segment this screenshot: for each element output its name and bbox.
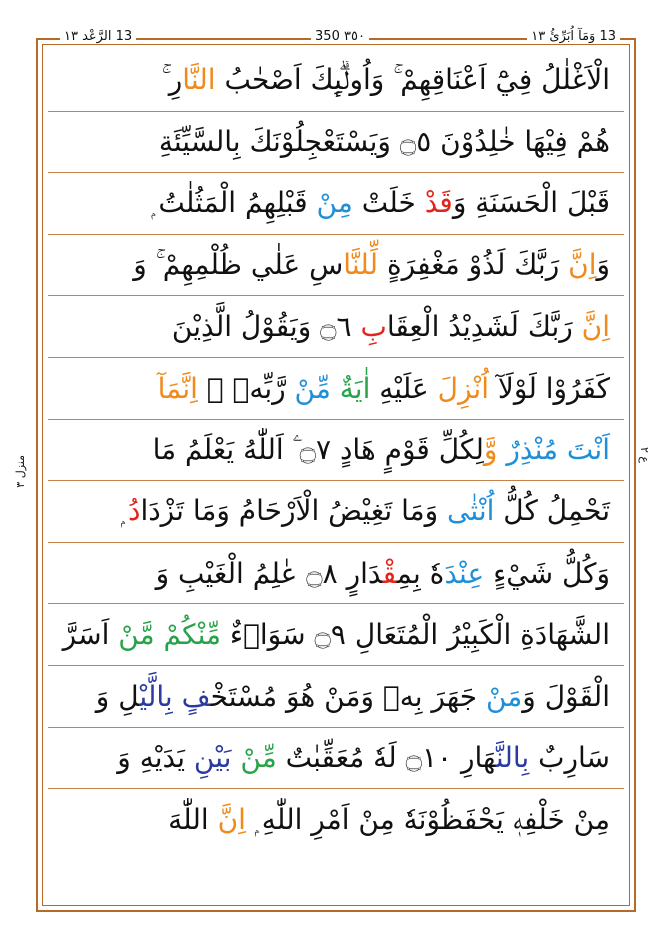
verse-segment: فٍ [181, 679, 211, 713]
verse-segment: هُمْ فِيْهَا خٰلِدُوْنَ ۝٥ وَيَسْتَعْجِلُوْنَكَ بِالسَّيِّئَةِ [158, 125, 610, 159]
header-page-number: ٣٥٠ 350 [311, 29, 369, 44]
verse-segment: الشَّهَادَةِ الْكَبِيْرُ الْمُتَعَالِ ۝٩ سَوَاۗءٌ [221, 618, 610, 652]
verse-line-text [117, 741, 610, 774]
verse-segment: عَلَيْهِ [370, 371, 438, 405]
manzil-marker: منزل ٣ [14, 455, 27, 488]
verse-line-text [133, 248, 610, 282]
verse-segment: دُ [127, 494, 141, 528]
verse-line [48, 481, 624, 543]
verse-segment: اِنَّ [568, 248, 597, 282]
verse-segment: رِ ۚ [161, 63, 183, 97]
verse-segment: سِ عَلٰي ظُلْمِهِمْ ۚ وَ [133, 248, 344, 282]
header-juz-name: 13 وَمَآ اُبَرِّئُ ١٣ [527, 29, 620, 44]
verse-line [48, 358, 624, 420]
verse-segment: مِّنْ [294, 371, 331, 405]
verse-segment: مَنْ [485, 679, 523, 713]
verse-segment: وَمَا تَغِيْضُ الْاَرْحَامُ وَمَا تَزْدَا [140, 494, 448, 528]
verse-segment: مِنْ [316, 186, 353, 220]
verse-line-text [96, 680, 610, 713]
verse-segment: لِكُلِّ قَوْمٍ هَادٍ ۝٧ ۧ اَللّٰهُ يَعْلَمُ مَا [152, 432, 484, 466]
verse-segment: ۭ [120, 494, 128, 528]
verse-segment: لِ وَ [95, 679, 140, 713]
verse-segment: ۝٦ وَيَقُوْلُ الَّذِيْنَ [171, 310, 361, 344]
verse-segment: تَحْمِلُ كُلُّ [494, 494, 610, 528]
verse-segment: هَارِ ۝١٠ لَهٗ مُعَقِّبٰتٌ [276, 741, 496, 775]
verse-segment: قْ [382, 556, 397, 590]
verse-segment: عِنْدَ [444, 556, 485, 590]
verse-segment: اُنْثٰى [447, 494, 495, 528]
verse-segment: كَفَرُوْا لَوْلَآ [488, 371, 610, 405]
verse-line-text [172, 310, 610, 343]
verse-segment: مِنْ خَلْفِهٖ يَحْفَظُوْنَهٗ مِنْ اَمْرِ اللّٰهِ ۭ [245, 802, 610, 836]
verse-segment: بِالَّيْ [139, 679, 173, 713]
verse-line-text [63, 618, 610, 651]
verse-line-text [168, 803, 610, 837]
verse-line [48, 604, 624, 666]
verse-line [48, 728, 624, 790]
verse-segment: قَدْ [424, 186, 453, 220]
verse-line [48, 789, 624, 851]
verse-segment: وَ [596, 248, 610, 282]
verse-segment: هٗ بِمِ [396, 556, 445, 590]
verse-segment: رَبَّكَ لَذُوْ مَغْفِرَةٍ [378, 248, 569, 282]
verse-line-text [151, 186, 610, 220]
verse-segment: قَبْلِهِمُ الْمَثُلٰتُ ۭ [151, 186, 317, 220]
verse-segment: الْقَوْلَ وَ [522, 679, 610, 713]
verse-segment: الْاَغْلٰلُ فِيْٓ اَعْنَاقِهِمْ ۚ وَاُولٰۗىِٕكَ اَصْحٰبُ [215, 63, 610, 97]
verse-line-text [158, 372, 610, 405]
verse-segment: مِّنْ [240, 741, 277, 775]
verse-segment: مَّنْ [118, 618, 155, 652]
verse-segment: بِالنَّ [495, 741, 539, 775]
verse-segment: بِ [360, 310, 387, 344]
verse-segment: سَارِبٌ [538, 741, 610, 775]
verse-segment: بَيْنِ [193, 741, 232, 775]
verse-line-text [121, 494, 610, 528]
verse-segment: وَكُلُّ شَيْءٍ [484, 556, 610, 590]
verse-segment: وَّ [483, 432, 498, 466]
verse-segment: النَّا [182, 63, 216, 97]
verse-segment: اَنْتَ مُنْذِرٌ [506, 432, 610, 466]
verse-segment: دَارٍ ۝٨ عٰلِمُ الْغَيْبِ وَ [155, 556, 383, 590]
verse-segment: اُنْزِلَ [437, 371, 489, 405]
verse-segment: قَبْلَ الْحَسَنَةِ وَ [452, 186, 610, 220]
header-surah-name: 13 الرَّعْد ١٣ [60, 29, 136, 44]
verse-line-text [159, 125, 610, 158]
verse-segment: اَسَرَّ [62, 618, 119, 652]
verse-segment [173, 680, 182, 713]
verse-segment: لِّلنَّا [343, 248, 379, 282]
ruku-marker: ع ٢ [638, 447, 651, 463]
verse-line-text [162, 63, 610, 97]
verse-line [48, 112, 624, 174]
verse-line [48, 666, 624, 728]
verse-segment: اِنَّ [217, 802, 246, 836]
verse-segment: رَّبِّهٖ ۭ [197, 371, 295, 405]
verse-line-text [156, 557, 610, 590]
verse-segment [331, 372, 340, 405]
verse-line [48, 420, 624, 482]
verse-line [48, 543, 624, 605]
verse-segment: خَلَتْ [352, 186, 425, 220]
verse-line [48, 173, 624, 235]
verse-line [48, 235, 624, 297]
verse-segment: اٰيَةٌ [339, 371, 371, 405]
quran-text-lines [48, 50, 624, 851]
page-header [60, 29, 620, 49]
verse-segment: اللّٰهَ [168, 802, 218, 836]
verse-segment: يَدَيْهِ وَ [117, 741, 194, 775]
verse-segment: رَبَّكَ لَشَدِيْدُ الْعِقَا [386, 310, 582, 344]
verse-segment: اِنَّ [581, 310, 610, 344]
verse-line-text [153, 433, 610, 467]
verse-line [48, 296, 624, 358]
verse-segment: مِّنْكُمْ [163, 618, 222, 652]
verse-line [48, 50, 624, 112]
verse-segment: جَهَرَ بِهٖ وَمَنْ هُوَ مُسْتَخْ [210, 679, 486, 713]
verse-segment: اِنَّمَآ [157, 371, 198, 405]
